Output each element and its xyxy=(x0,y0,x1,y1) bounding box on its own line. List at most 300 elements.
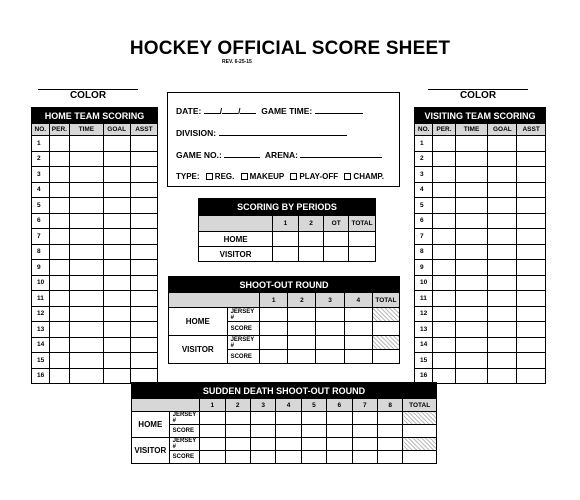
periods-cell[interactable] xyxy=(273,232,299,247)
table-row xyxy=(32,353,158,369)
scoring-cell[interactable] xyxy=(70,322,103,338)
scoring-cell[interactable] xyxy=(517,167,546,183)
scoring-cell[interactable] xyxy=(433,275,455,291)
scoring-cell[interactable] xyxy=(488,151,517,167)
date-row xyxy=(176,106,363,116)
shootout-cell[interactable] xyxy=(352,438,377,451)
game-time-field[interactable] xyxy=(315,113,363,114)
scoring-cell[interactable] xyxy=(70,151,103,167)
shootout-cell[interactable] xyxy=(250,412,275,425)
scoring-cell[interactable] xyxy=(433,167,455,183)
periods-cell[interactable] xyxy=(324,247,349,262)
type-playoff-checkbox[interactable] xyxy=(290,173,297,180)
scoring-cell[interactable] xyxy=(103,306,130,322)
periods-cell[interactable] xyxy=(273,247,299,262)
scoring-cell[interactable] xyxy=(433,244,455,260)
sub-label: JERSEY # xyxy=(227,308,260,322)
scoring-cell[interactable] xyxy=(70,291,103,307)
row-number: 2 xyxy=(32,151,50,167)
scoring-cell[interactable] xyxy=(433,291,455,307)
scoring-cell[interactable] xyxy=(130,229,157,245)
col-asst: ASST xyxy=(130,124,157,136)
table-row xyxy=(32,167,158,183)
total-cell xyxy=(403,438,437,451)
scoring-cell[interactable] xyxy=(49,306,70,322)
table-row xyxy=(415,260,546,276)
shootout-cell[interactable] xyxy=(301,425,326,438)
shootout-cell[interactable] xyxy=(250,451,275,464)
total-cell[interactable] xyxy=(403,425,437,438)
scoring-cell[interactable] xyxy=(455,213,488,229)
row-number: 7 xyxy=(415,229,433,245)
scoring-cell[interactable] xyxy=(70,306,103,322)
row-number: 10 xyxy=(415,275,433,291)
scoring-cell[interactable] xyxy=(49,322,70,338)
scoring-cell[interactable] xyxy=(49,167,70,183)
table-row xyxy=(32,182,158,198)
table-row xyxy=(32,213,158,229)
game-no-field[interactable] xyxy=(224,157,260,158)
shootout-cell[interactable] xyxy=(316,322,344,336)
scoring-cell[interactable] xyxy=(488,167,517,183)
scoring-by-periods-table xyxy=(198,198,376,262)
scoring-cell[interactable] xyxy=(488,291,517,307)
scoring-cell[interactable] xyxy=(130,151,157,167)
shootout-cell[interactable] xyxy=(344,308,372,322)
scoring-cell[interactable] xyxy=(488,136,517,152)
row-number: 10 xyxy=(32,275,50,291)
shootout-cell[interactable] xyxy=(288,336,316,350)
row-number: 2 xyxy=(415,151,433,167)
periods-cell[interactable] xyxy=(349,232,376,247)
shootout-rows xyxy=(169,308,400,364)
table-row xyxy=(415,275,546,291)
row-number: 14 xyxy=(32,337,50,353)
period-col-total: TOTAL xyxy=(349,216,376,232)
scoring-cell[interactable] xyxy=(49,291,70,307)
periods-visitor-label: VISITOR xyxy=(199,247,273,262)
row-number: 1 xyxy=(32,136,50,152)
col-goal: GOAL xyxy=(103,124,130,136)
scoring-cell[interactable] xyxy=(70,337,103,353)
shootout-cell[interactable] xyxy=(301,451,326,464)
team-label: HOME xyxy=(132,412,170,438)
scoring-cell[interactable] xyxy=(488,368,517,384)
scoring-cell[interactable] xyxy=(517,353,546,369)
type-champ-checkbox[interactable] xyxy=(344,173,351,180)
table-row xyxy=(32,306,158,322)
scoring-cell[interactable] xyxy=(103,368,130,384)
scoring-cell[interactable] xyxy=(103,260,130,276)
row-number: 12 xyxy=(415,306,433,322)
table-row xyxy=(132,451,437,464)
scoring-cell[interactable] xyxy=(49,213,70,229)
scoring-cell[interactable] xyxy=(517,136,546,152)
table-row xyxy=(132,412,437,425)
table-row xyxy=(415,291,546,307)
scoring-cell[interactable] xyxy=(455,322,488,338)
scoring-cell[interactable] xyxy=(517,337,546,353)
scoring-cell[interactable] xyxy=(433,353,455,369)
scoring-cell[interactable] xyxy=(517,275,546,291)
shootout-cell[interactable] xyxy=(276,412,301,425)
scoring-cell[interactable] xyxy=(130,353,157,369)
scoring-cell[interactable] xyxy=(70,213,103,229)
shootout-cell[interactable] xyxy=(377,425,402,438)
scoring-cell[interactable] xyxy=(488,322,517,338)
periods-cell[interactable] xyxy=(324,232,349,247)
scoring-cell[interactable] xyxy=(103,275,130,291)
table-row xyxy=(415,322,546,338)
shootout-cell[interactable] xyxy=(260,322,288,336)
scoring-cell[interactable] xyxy=(433,260,455,276)
sudden-death-col: 7 xyxy=(352,399,377,412)
row-number: 9 xyxy=(32,260,50,276)
scoring-cell[interactable] xyxy=(49,244,70,260)
scoring-cell[interactable] xyxy=(433,229,455,245)
scoring-cell[interactable] xyxy=(103,167,130,183)
sudden-death-col: 2 xyxy=(225,399,250,412)
scoring-cell[interactable] xyxy=(70,182,103,198)
col-no: NO. xyxy=(32,124,50,136)
type-makeup-checkbox[interactable] xyxy=(241,173,248,180)
type-makeup-label: MAKEUP xyxy=(249,172,285,181)
col-time: TIME xyxy=(455,124,488,136)
shootout-cell[interactable] xyxy=(344,322,372,336)
scoring-cell[interactable] xyxy=(455,244,488,260)
periods-visitor-row xyxy=(199,247,376,262)
scoring-cell[interactable] xyxy=(49,368,70,384)
scoring-cell[interactable] xyxy=(70,260,103,276)
division-label: DIVISION: xyxy=(176,128,217,138)
scoring-cell[interactable] xyxy=(455,198,488,214)
scoring-cell[interactable] xyxy=(70,353,103,369)
col-time: TIME xyxy=(70,124,103,136)
scoring-cell[interactable] xyxy=(488,198,517,214)
scoring-cell[interactable] xyxy=(488,306,517,322)
shootout-cell[interactable] xyxy=(316,336,344,350)
scoring-cell[interactable] xyxy=(517,213,546,229)
shootout-cell[interactable] xyxy=(225,438,250,451)
sudden-death-col: 6 xyxy=(327,399,352,412)
table-row xyxy=(415,198,546,214)
col-no: NO. xyxy=(415,124,433,136)
shootout-cell[interactable] xyxy=(250,438,275,451)
shootout-cell[interactable] xyxy=(200,425,225,438)
type-reg-checkbox[interactable] xyxy=(206,173,213,180)
scoring-cell[interactable] xyxy=(433,198,455,214)
scoring-cell[interactable] xyxy=(488,182,517,198)
scoring-cell[interactable] xyxy=(433,136,455,152)
row-number: 9 xyxy=(415,260,433,276)
shootout-cell[interactable] xyxy=(225,425,250,438)
scoring-cell[interactable] xyxy=(455,229,488,245)
type-row xyxy=(176,172,384,181)
shootout-cell[interactable] xyxy=(327,438,352,451)
row-number: 13 xyxy=(415,322,433,338)
scoring-cell[interactable] xyxy=(433,322,455,338)
periods-home-label: HOME xyxy=(199,232,273,247)
sudden-death-col: 8 xyxy=(377,399,402,412)
shootout-cell[interactable] xyxy=(344,350,372,364)
sudden-death-col: 1 xyxy=(200,399,225,412)
scoring-cell[interactable] xyxy=(70,368,103,384)
scoring-cell[interactable] xyxy=(517,244,546,260)
scoring-cell[interactable] xyxy=(49,198,70,214)
scoring-cell[interactable] xyxy=(130,136,157,152)
home-team-scoring-title: HOME TEAM SCORING xyxy=(32,108,158,124)
date-year-field[interactable] xyxy=(240,113,256,114)
date-month-field[interactable] xyxy=(204,113,220,114)
scoring-cell[interactable] xyxy=(488,229,517,245)
table-row xyxy=(32,291,158,307)
scoring-cell[interactable] xyxy=(455,368,488,384)
sub-label: SCORE xyxy=(227,322,260,336)
shootout-cell[interactable] xyxy=(316,308,344,322)
row-number: 7 xyxy=(32,229,50,245)
type-champ-label: CHAMP. xyxy=(353,172,384,181)
shootout-cell[interactable] xyxy=(344,336,372,350)
table-row xyxy=(32,260,158,276)
total-cell[interactable] xyxy=(372,350,399,364)
scoring-cell[interactable] xyxy=(433,213,455,229)
shootout-cell[interactable] xyxy=(250,425,275,438)
shootout-cell[interactable] xyxy=(316,350,344,364)
scoring-cell[interactable] xyxy=(103,322,130,338)
visiting-color-label: COLOR xyxy=(459,90,497,101)
shootout-cell[interactable] xyxy=(276,425,301,438)
row-number: 5 xyxy=(32,198,50,214)
sub-label: JERSEY # xyxy=(169,438,200,451)
scoring-cell[interactable] xyxy=(130,198,157,214)
scoring-cell[interactable] xyxy=(517,306,546,322)
scoring-cell[interactable] xyxy=(433,306,455,322)
scoring-cell[interactable] xyxy=(455,353,488,369)
scoring-cell[interactable] xyxy=(70,136,103,152)
scoring-cell[interactable] xyxy=(517,229,546,245)
shootout-round-table xyxy=(168,276,400,364)
scoring-cell[interactable] xyxy=(130,182,157,198)
scoring-cell[interactable] xyxy=(49,260,70,276)
scoring-cell[interactable] xyxy=(103,337,130,353)
scoring-cell[interactable] xyxy=(103,229,130,245)
shootout-cell[interactable] xyxy=(260,308,288,322)
total-cell xyxy=(403,412,437,425)
scoring-cell[interactable] xyxy=(517,151,546,167)
shootout-cell[interactable] xyxy=(352,425,377,438)
scoring-cell[interactable] xyxy=(455,260,488,276)
type-label: TYPE: xyxy=(176,172,200,181)
row-number: 16 xyxy=(32,368,50,384)
shootout-cell[interactable] xyxy=(200,438,225,451)
scoring-cell[interactable] xyxy=(517,182,546,198)
row-number: 3 xyxy=(415,167,433,183)
shootout-cell[interactable] xyxy=(225,412,250,425)
scoring-cell[interactable] xyxy=(49,136,70,152)
periods-cell[interactable] xyxy=(349,247,376,262)
periods-home-row xyxy=(199,232,376,247)
scoring-cell[interactable] xyxy=(130,306,157,322)
periods-cell[interactable] xyxy=(298,232,324,247)
scoring-cell[interactable] xyxy=(488,275,517,291)
row-number: 13 xyxy=(32,322,50,338)
scoring-cell[interactable] xyxy=(517,368,546,384)
shootout-col-total: TOTAL xyxy=(372,293,399,308)
shootout-cell[interactable] xyxy=(327,451,352,464)
type-playoff-label: PLAY-OFF xyxy=(299,172,339,181)
row-number: 8 xyxy=(415,244,433,260)
scoring-cell[interactable] xyxy=(455,136,488,152)
scoring-cell[interactable] xyxy=(70,275,103,291)
shootout-cell[interactable] xyxy=(200,451,225,464)
scoring-cell[interactable] xyxy=(455,182,488,198)
total-cell[interactable] xyxy=(372,322,399,336)
scoring-cell[interactable] xyxy=(103,182,130,198)
shootout-cell[interactable] xyxy=(327,412,352,425)
periods-cell[interactable] xyxy=(298,247,324,262)
period-col-1: 1 xyxy=(273,216,299,232)
shootout-cell[interactable] xyxy=(301,438,326,451)
home-team-scoring-table xyxy=(31,107,158,384)
table-row xyxy=(415,167,546,183)
shootout-cell[interactable] xyxy=(377,412,402,425)
shootout-cell[interactable] xyxy=(327,425,352,438)
date-slash: / xyxy=(238,106,241,116)
scoring-cell[interactable] xyxy=(70,244,103,260)
scoring-cell[interactable] xyxy=(130,291,157,307)
scoring-cell[interactable] xyxy=(488,337,517,353)
table-row xyxy=(415,244,546,260)
table-row xyxy=(32,337,158,353)
table-row xyxy=(415,337,546,353)
scoring-cell[interactable] xyxy=(433,337,455,353)
shootout-cell[interactable] xyxy=(225,451,250,464)
total-cell[interactable] xyxy=(403,451,437,464)
shootout-cell[interactable] xyxy=(377,438,402,451)
visiting-team-scoring-table xyxy=(414,107,546,384)
visiting-scoring-rows xyxy=(415,136,546,384)
scoring-cell[interactable] xyxy=(455,167,488,183)
scoring-cell[interactable] xyxy=(130,322,157,338)
scoring-cell[interactable] xyxy=(488,260,517,276)
shootout-title: SHOOT-OUT ROUND xyxy=(169,277,400,293)
scoring-cell[interactable] xyxy=(103,151,130,167)
table-row xyxy=(32,136,158,152)
scoring-cell[interactable] xyxy=(488,213,517,229)
scoring-cell[interactable] xyxy=(517,260,546,276)
table-row xyxy=(415,151,546,167)
row-number: 15 xyxy=(415,353,433,369)
shootout-cell[interactable] xyxy=(260,350,288,364)
scoring-cell[interactable] xyxy=(70,167,103,183)
scoring-cell[interactable] xyxy=(130,213,157,229)
sub-label: JERSEY # xyxy=(227,336,260,350)
scoring-cell[interactable] xyxy=(455,275,488,291)
sudden-death-table xyxy=(131,382,437,464)
shootout-cell[interactable] xyxy=(352,412,377,425)
visiting-team-scoring-title: VISITING TEAM SCORING xyxy=(415,108,546,124)
scoring-cell[interactable] xyxy=(49,151,70,167)
sudden-death-title: SUDDEN DEATH SHOOT-OUT ROUND xyxy=(132,383,437,399)
shootout-col-2: 2 xyxy=(288,293,316,308)
total-cell xyxy=(372,336,399,350)
scoring-cell[interactable] xyxy=(517,322,546,338)
shootout-col-4: 4 xyxy=(344,293,372,308)
shootout-cell[interactable] xyxy=(352,451,377,464)
shootout-cell[interactable] xyxy=(377,451,402,464)
scoring-cell[interactable] xyxy=(433,182,455,198)
scoring-cell[interactable] xyxy=(455,306,488,322)
scoring-cell[interactable] xyxy=(488,353,517,369)
table-row xyxy=(32,244,158,260)
shootout-cell[interactable] xyxy=(276,438,301,451)
shootout-col-1: 1 xyxy=(260,293,288,308)
scoring-cell[interactable] xyxy=(130,337,157,353)
shootout-cell[interactable] xyxy=(288,308,316,322)
scoring-cell[interactable] xyxy=(130,275,157,291)
scoring-cell[interactable] xyxy=(70,198,103,214)
scoring-cell[interactable] xyxy=(517,291,546,307)
scoring-cell[interactable] xyxy=(455,337,488,353)
sudden-death-rows xyxy=(132,412,437,464)
date-day-field[interactable] xyxy=(222,113,238,114)
shootout-cell[interactable] xyxy=(288,322,316,336)
scoring-cell[interactable] xyxy=(130,244,157,260)
scoring-cell[interactable] xyxy=(455,151,488,167)
shootout-cell[interactable] xyxy=(288,350,316,364)
scoring-cell[interactable] xyxy=(103,213,130,229)
table-row xyxy=(32,198,158,214)
team-label: HOME xyxy=(169,308,228,336)
scoring-cell[interactable] xyxy=(517,198,546,214)
scoring-cell[interactable] xyxy=(49,275,70,291)
team-label: VISITOR xyxy=(169,336,228,364)
scoring-cell[interactable] xyxy=(433,151,455,167)
table-row xyxy=(32,275,158,291)
scoring-cell[interactable] xyxy=(49,353,70,369)
page-title: HOCKEY OFFICIAL SCORE SHEET xyxy=(129,38,451,59)
scoring-cell[interactable] xyxy=(130,260,157,276)
shootout-cell[interactable] xyxy=(301,412,326,425)
row-number: 15 xyxy=(32,353,50,369)
scoring-cell[interactable] xyxy=(49,229,70,245)
arena-field[interactable] xyxy=(300,157,382,158)
row-number: 6 xyxy=(415,213,433,229)
scoring-cell[interactable] xyxy=(49,337,70,353)
row-number: 16 xyxy=(415,368,433,384)
row-number: 5 xyxy=(415,198,433,214)
scoring-cell[interactable] xyxy=(130,167,157,183)
scoring-cell[interactable] xyxy=(455,291,488,307)
scoring-cell[interactable] xyxy=(70,229,103,245)
game-no-label: GAME NO.: xyxy=(176,150,222,160)
row-number: 4 xyxy=(415,182,433,198)
col-per: PER. xyxy=(433,124,455,136)
scoring-cell[interactable] xyxy=(103,291,130,307)
scoring-cell[interactable] xyxy=(103,136,130,152)
shootout-cell[interactable] xyxy=(200,412,225,425)
scoring-cell[interactable] xyxy=(488,244,517,260)
shootout-cell[interactable] xyxy=(276,451,301,464)
shootout-cell[interactable] xyxy=(260,336,288,350)
revision-label: REV. 6-25-15 xyxy=(222,59,252,65)
scoring-cell[interactable] xyxy=(103,244,130,260)
scoring-cell[interactable] xyxy=(103,353,130,369)
division-field[interactable] xyxy=(219,135,347,136)
scoring-cell[interactable] xyxy=(103,198,130,214)
shootout-col-3: 3 xyxy=(316,293,344,308)
scoring-cell[interactable] xyxy=(49,182,70,198)
